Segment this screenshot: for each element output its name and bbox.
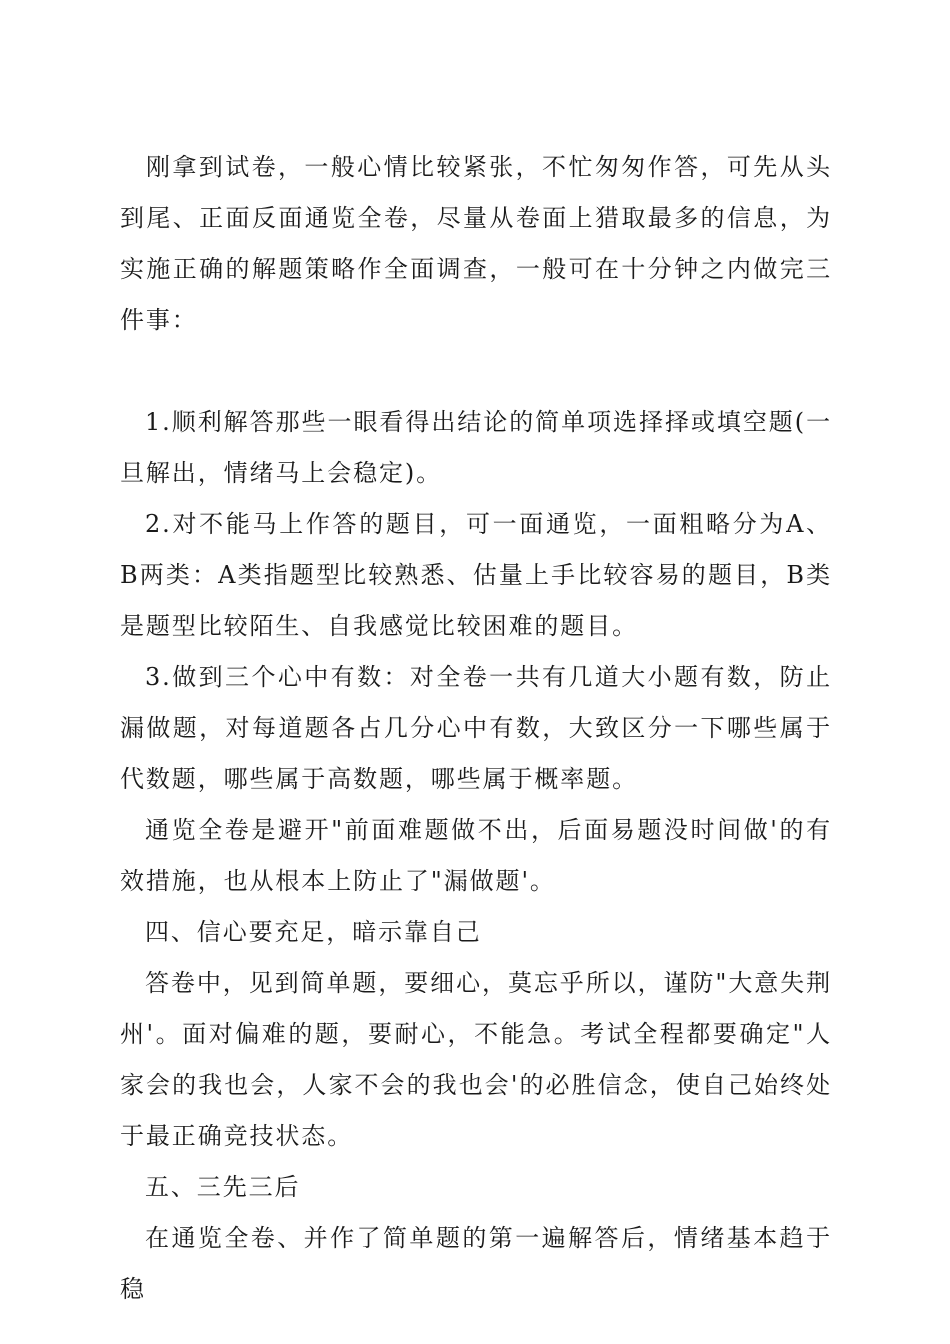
section-heading-5: 五、三先三后 [145,1173,301,1201]
section-5-paragraph: 在通览全卷、并作了简单题的第一遍解答后，情绪基本趋于稳 [120,1224,832,1303]
list-item-1: 1.顺利解答那些一眼看得出结论的简单项选择择或填空题(一旦解出，情绪马上会稳定)。 [120,408,832,487]
document-body [120,142,832,1315]
list-item-3: 3.做到三个心中有数：对全卷一共有几道大小题有数，防止漏做题，对每道题各占几分心中有数，大致区分一下哪些属于代数题，哪些属于高数题，哪些属于概率题。 [120,663,832,793]
list-item-2: 2.对不能马上作答的题目，可一面通览，一面粗略分为A、B两类：A类指题型比较熟悉、估量上手比较容易的题目，B类是题型比较陌生、自我感觉比较困难的题目。 [120,510,832,640]
section-heading-4: 四、信心要充足，暗示靠自己 [145,918,482,946]
intro-paragraph: 刚拿到试卷，一般心情比较紧张，不忙匆匆作答，可先从头到尾、正面反面通览全卷，尽量从卷面上猎取最多的信息，为实施正确的解题策略作全面调查，一般可在十分钟之内做完三件事： [120,153,832,334]
section-4-paragraph: 答卷中，见到简单题，要细心，莫忘乎所以，谨防"大意失荆州'。面对偏难的题，要耐心，不能急。考试全程都要确定"人家会的我也会，人家不会的我也会'的必胜信念，使自己始终处于最正确竞技状态。 [120,969,832,1150]
summary-paragraph: 通览全卷是避开"前面难题做不出，后面易题没时间做'的有效措施，也从根本上防止了"漏做题'。 [120,816,832,895]
paragraph-spacer [120,346,832,397]
